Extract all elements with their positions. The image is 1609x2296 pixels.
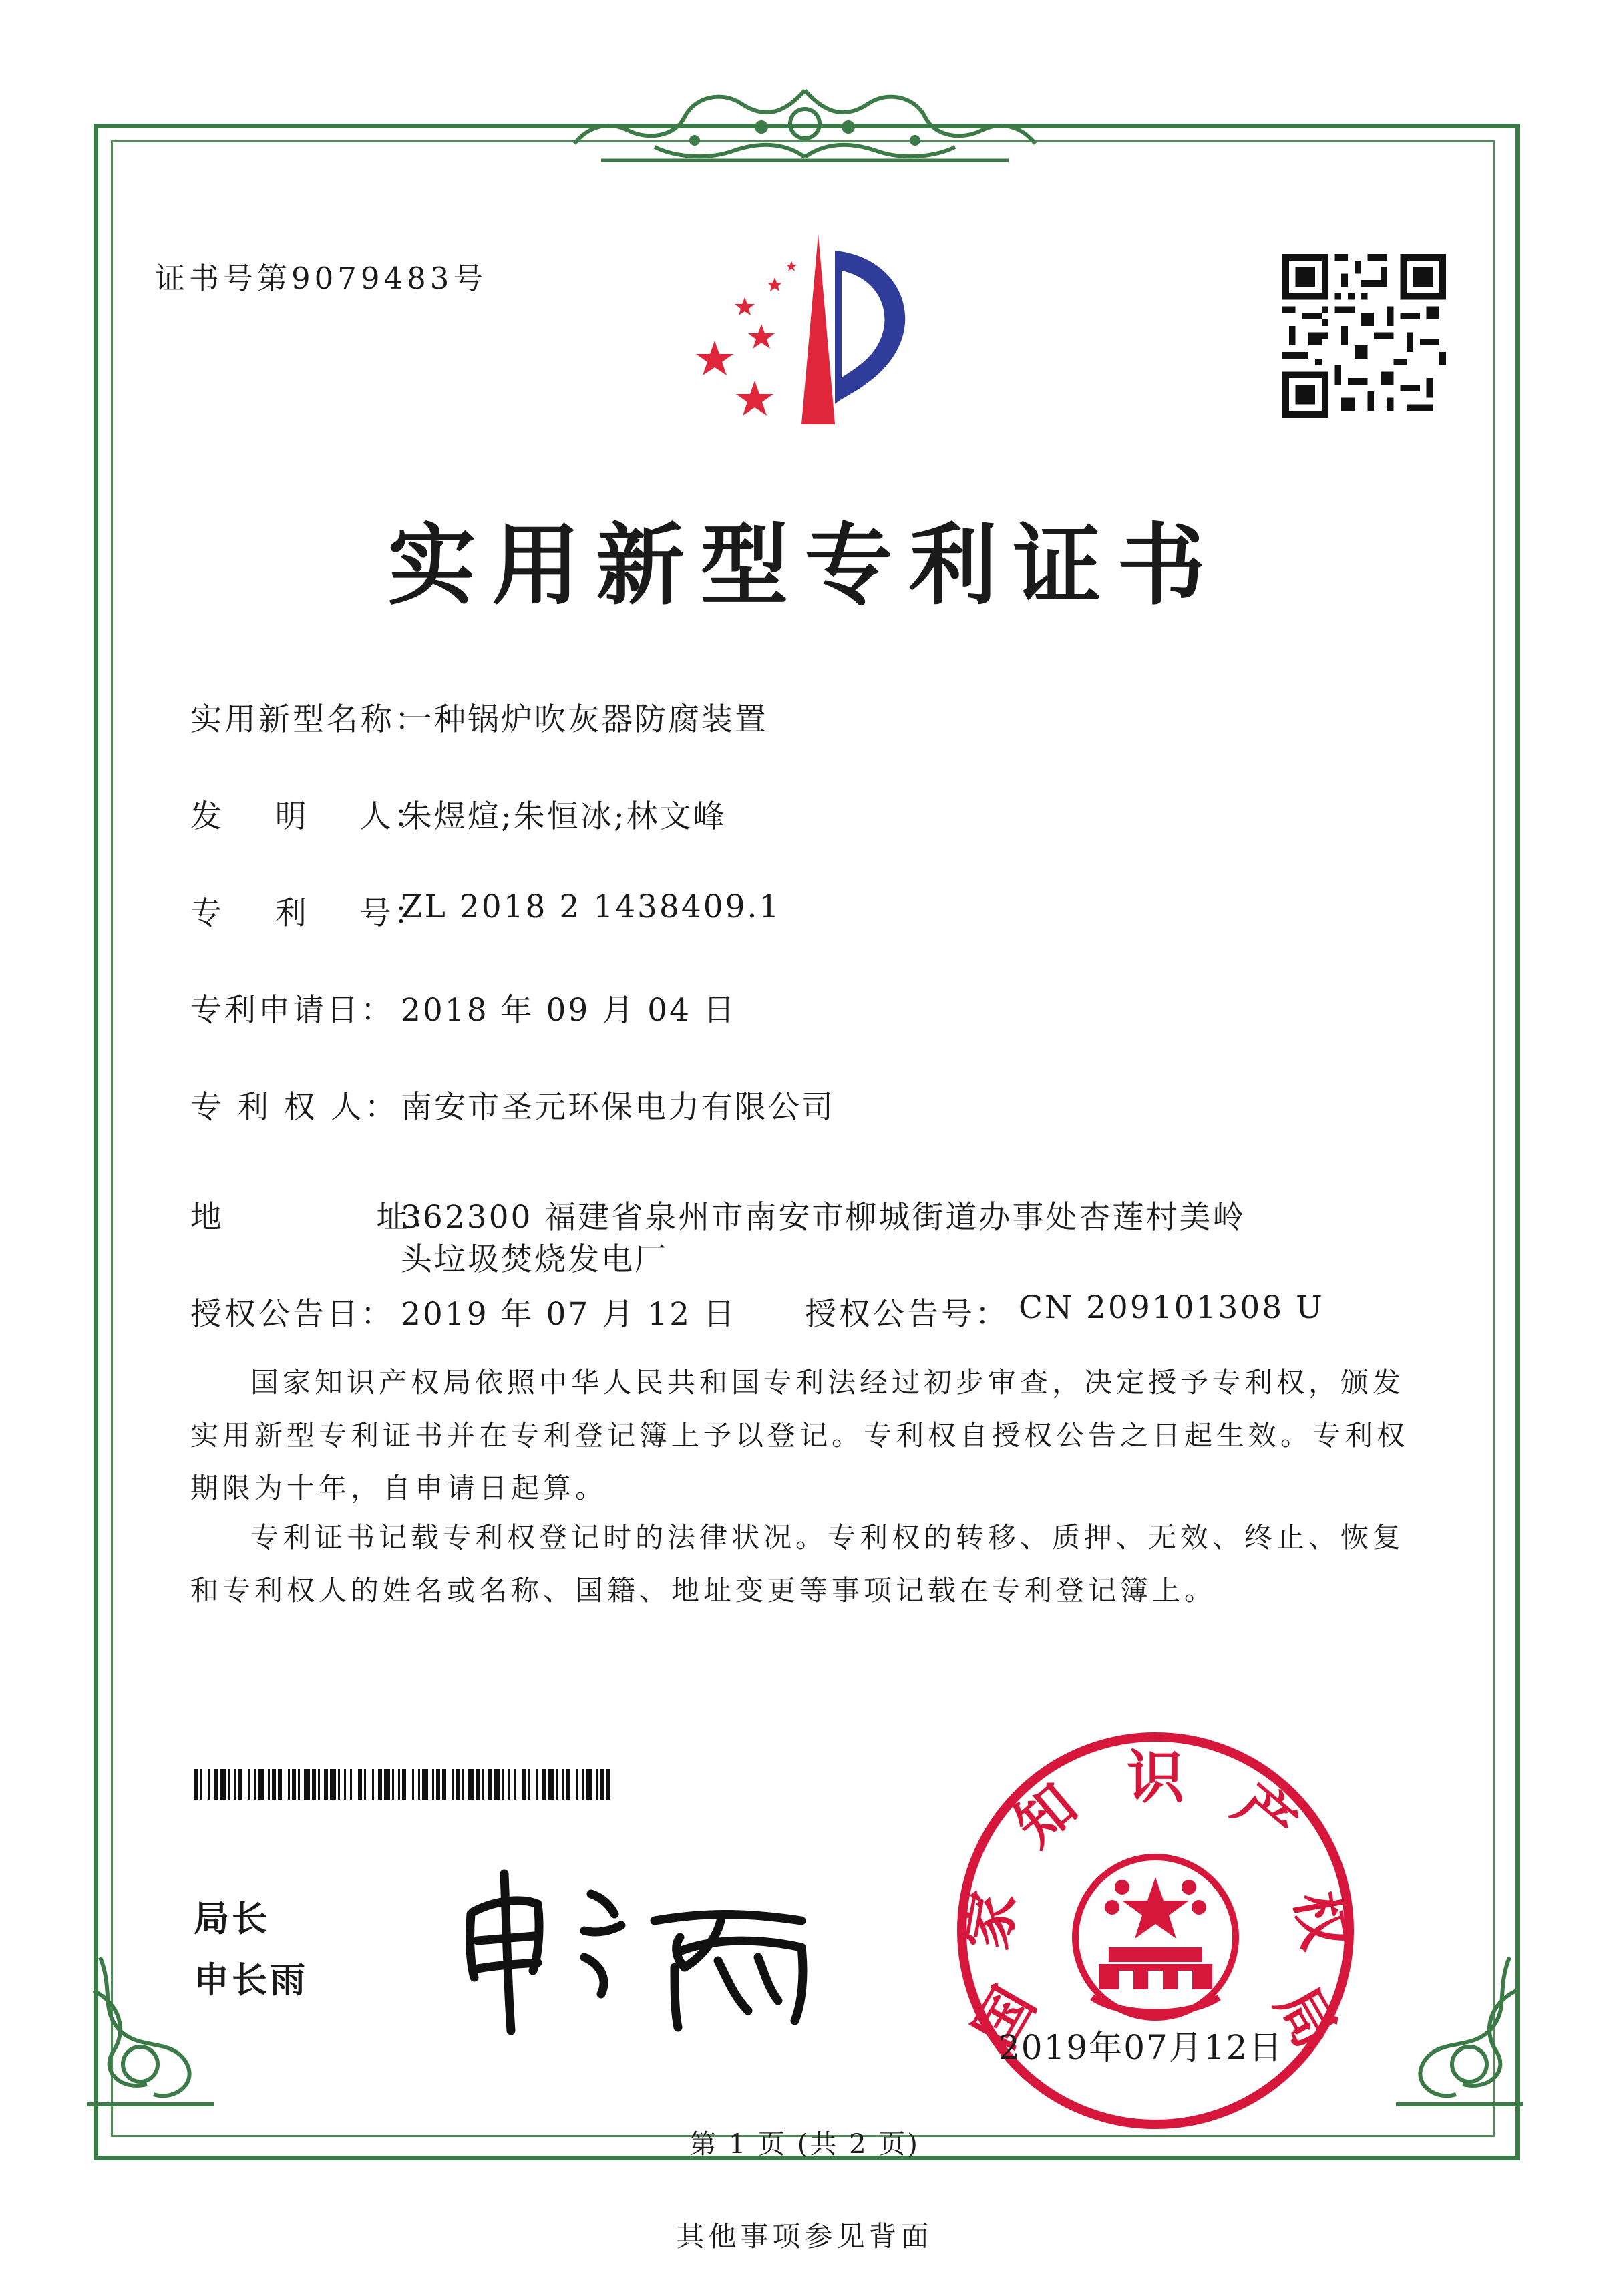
barcode-bar (324, 1769, 328, 1800)
barcode-bar (562, 1769, 564, 1800)
patentee-label: 专 利 权 人： (190, 1089, 399, 1126)
seal-char: 国 (961, 1975, 1049, 2060)
grant-date-label: 授权公告日： (190, 1296, 395, 1333)
barcode-bar (234, 1769, 236, 1800)
barcode-bar (596, 1769, 598, 1800)
application-date-label: 专利申请日： (190, 992, 395, 1029)
cnipa-logo (675, 230, 935, 431)
barcode-bar (494, 1769, 500, 1800)
patentee-value: 南安市圣元环保电力有限公司 (401, 1089, 835, 1126)
barcode-bar (318, 1769, 320, 1800)
barcode-bar (482, 1769, 484, 1800)
barcode-bar (442, 1769, 446, 1800)
barcode-bar (412, 1769, 414, 1800)
seal-char: 识 (1127, 1744, 1184, 1811)
barcode-bar (606, 1769, 610, 1800)
barcode-bar (398, 1769, 400, 1800)
seal-char: 知 (1002, 1771, 1090, 1860)
barcode-bar (372, 1769, 374, 1800)
barcode-bar (278, 1769, 282, 1800)
application-date-value: 2018 年 09 月 04 日 (401, 992, 737, 1029)
statement-paragraph-1 (190, 1356, 1433, 1514)
director-signature (454, 1850, 828, 2037)
patent-number-value: ZL 2018 2 1438409.1 (401, 888, 781, 925)
barcode-bar (292, 1769, 296, 1800)
footer-note: 其他事项参见背面 (676, 2220, 933, 2253)
barcode-bar (200, 1769, 202, 1800)
barcode-bar (228, 1769, 230, 1800)
barcode-bar (586, 1769, 592, 1800)
grant-number-value: CN 209101308 U (1019, 1289, 1324, 1326)
barcode-bar (358, 1769, 362, 1800)
inventors-label: 发 明 人： (190, 798, 428, 835)
name-label: 实用新型名称： (190, 701, 429, 738)
page-number: 第 1 页 (共 2 页) (689, 2129, 920, 2160)
barcode-bar (220, 1769, 226, 1800)
barcode-bar (378, 1769, 382, 1800)
address-label: 地 址： (190, 1199, 445, 1236)
barcode-bar (522, 1769, 526, 1800)
barcode-bar (542, 1769, 546, 1800)
barcode-bar (432, 1769, 434, 1800)
barcode-bar (384, 1769, 390, 1800)
statement-paragraph-1-text: 国家知识产权局依照中华人民共和国专利法经过初步审查，决定授予专利权，颁发实用新型专利证书并在专利登记簿上予以登记。专利权自授权公告之日起生效。专利权期限为十年，自申请日起算。 (190, 1366, 1409, 1504)
barcode-bar (556, 1769, 558, 1800)
barcode-bar (436, 1769, 440, 1800)
barcode-bar (344, 1769, 346, 1800)
seal-char: 产 (1221, 1771, 1309, 1860)
barcode-bar (248, 1769, 250, 1800)
barcode-bar (312, 1769, 316, 1800)
barcode-bar (272, 1769, 276, 1800)
grant-date-value: 2019 年 07 月 12 日 (401, 1296, 737, 1333)
barcode-bar (476, 1769, 480, 1800)
barcode-bar (548, 1769, 554, 1800)
statement-paragraph-2-text: 专利证书记载专利权登记时的法律状况。专利权的转移、质押、无效、终止、恢复和专利权人的姓名或名称、国籍、地址变更等事项记载在专利登记簿上。 (190, 1521, 1405, 1607)
address-value-line1: 362300 福建省泉州市南安市柳城街道办事处杏莲村美岭 (401, 1199, 1246, 1236)
barcode-bar (514, 1769, 516, 1800)
director-title: 局长 (194, 1899, 270, 1939)
director-name: 申长雨 (194, 1960, 308, 2001)
name-value: 一种锅炉吹灰器防腐装置 (401, 701, 768, 738)
barcode-bar (502, 1769, 504, 1800)
seal-char: 权 (1282, 1886, 1359, 1955)
barcode-bar (488, 1769, 492, 1800)
barcode-bar (214, 1769, 218, 1800)
patent-number-label: 专 利 号： (190, 895, 428, 932)
barcode-bar (208, 1769, 210, 1800)
barcode-bar (582, 1769, 584, 1800)
official-seal (948, 1724, 1363, 2138)
barcode-bar (422, 1769, 428, 1800)
barcode-bar (452, 1769, 454, 1800)
address-value-line2: 头垃圾焚烧发电厂 (401, 1241, 668, 1278)
barcode-bar (194, 1769, 198, 1800)
barcode-bar (364, 1769, 366, 1800)
seal-char: 局 (1262, 1975, 1350, 2060)
seal-char: 家 (952, 1886, 1029, 1955)
barcode-bar (402, 1769, 406, 1800)
barcode-bar (254, 1769, 256, 1800)
barcode-bar (566, 1769, 570, 1800)
barcode-bar (528, 1769, 530, 1800)
barcode-bar (268, 1769, 270, 1800)
barcode-bar (600, 1769, 604, 1800)
barcode-bar (288, 1769, 290, 1800)
barcode-bar (238, 1769, 242, 1800)
inventors-value: 朱煜煊;朱恒冰;林文峰 (401, 798, 727, 835)
barcode (194, 1769, 614, 1800)
grant-number-label: 授权公告号： (805, 1296, 1009, 1333)
certificate-number: 证书号第9079483号 (155, 261, 488, 296)
barcode-bar (338, 1769, 340, 1800)
barcode-bar (350, 1769, 352, 1800)
qr-code (1282, 254, 1446, 418)
barcode-bar (576, 1769, 578, 1800)
seal-date: 2019年07月12日 (999, 2028, 1284, 2067)
barcode-bar (456, 1769, 460, 1800)
national-emblem (1075, 1857, 1236, 2017)
barcode-bar (536, 1769, 538, 1800)
barcode-bar (330, 1769, 336, 1800)
barcode-bar (462, 1769, 464, 1800)
barcode-bar (468, 1769, 474, 1800)
barcode-bar (258, 1769, 264, 1800)
barcode-bar (508, 1769, 510, 1800)
top-ornament (561, 77, 1049, 170)
barcode-bar (298, 1769, 300, 1800)
certificate-title: 实用新型专利证书 (387, 514, 1222, 617)
corner-ornament-right (1389, 1951, 1536, 2111)
statement-paragraph-2 (190, 1511, 1433, 1617)
barcode-bar (304, 1769, 310, 1800)
barcode-bar (392, 1769, 394, 1800)
barcode-bar (418, 1769, 420, 1800)
